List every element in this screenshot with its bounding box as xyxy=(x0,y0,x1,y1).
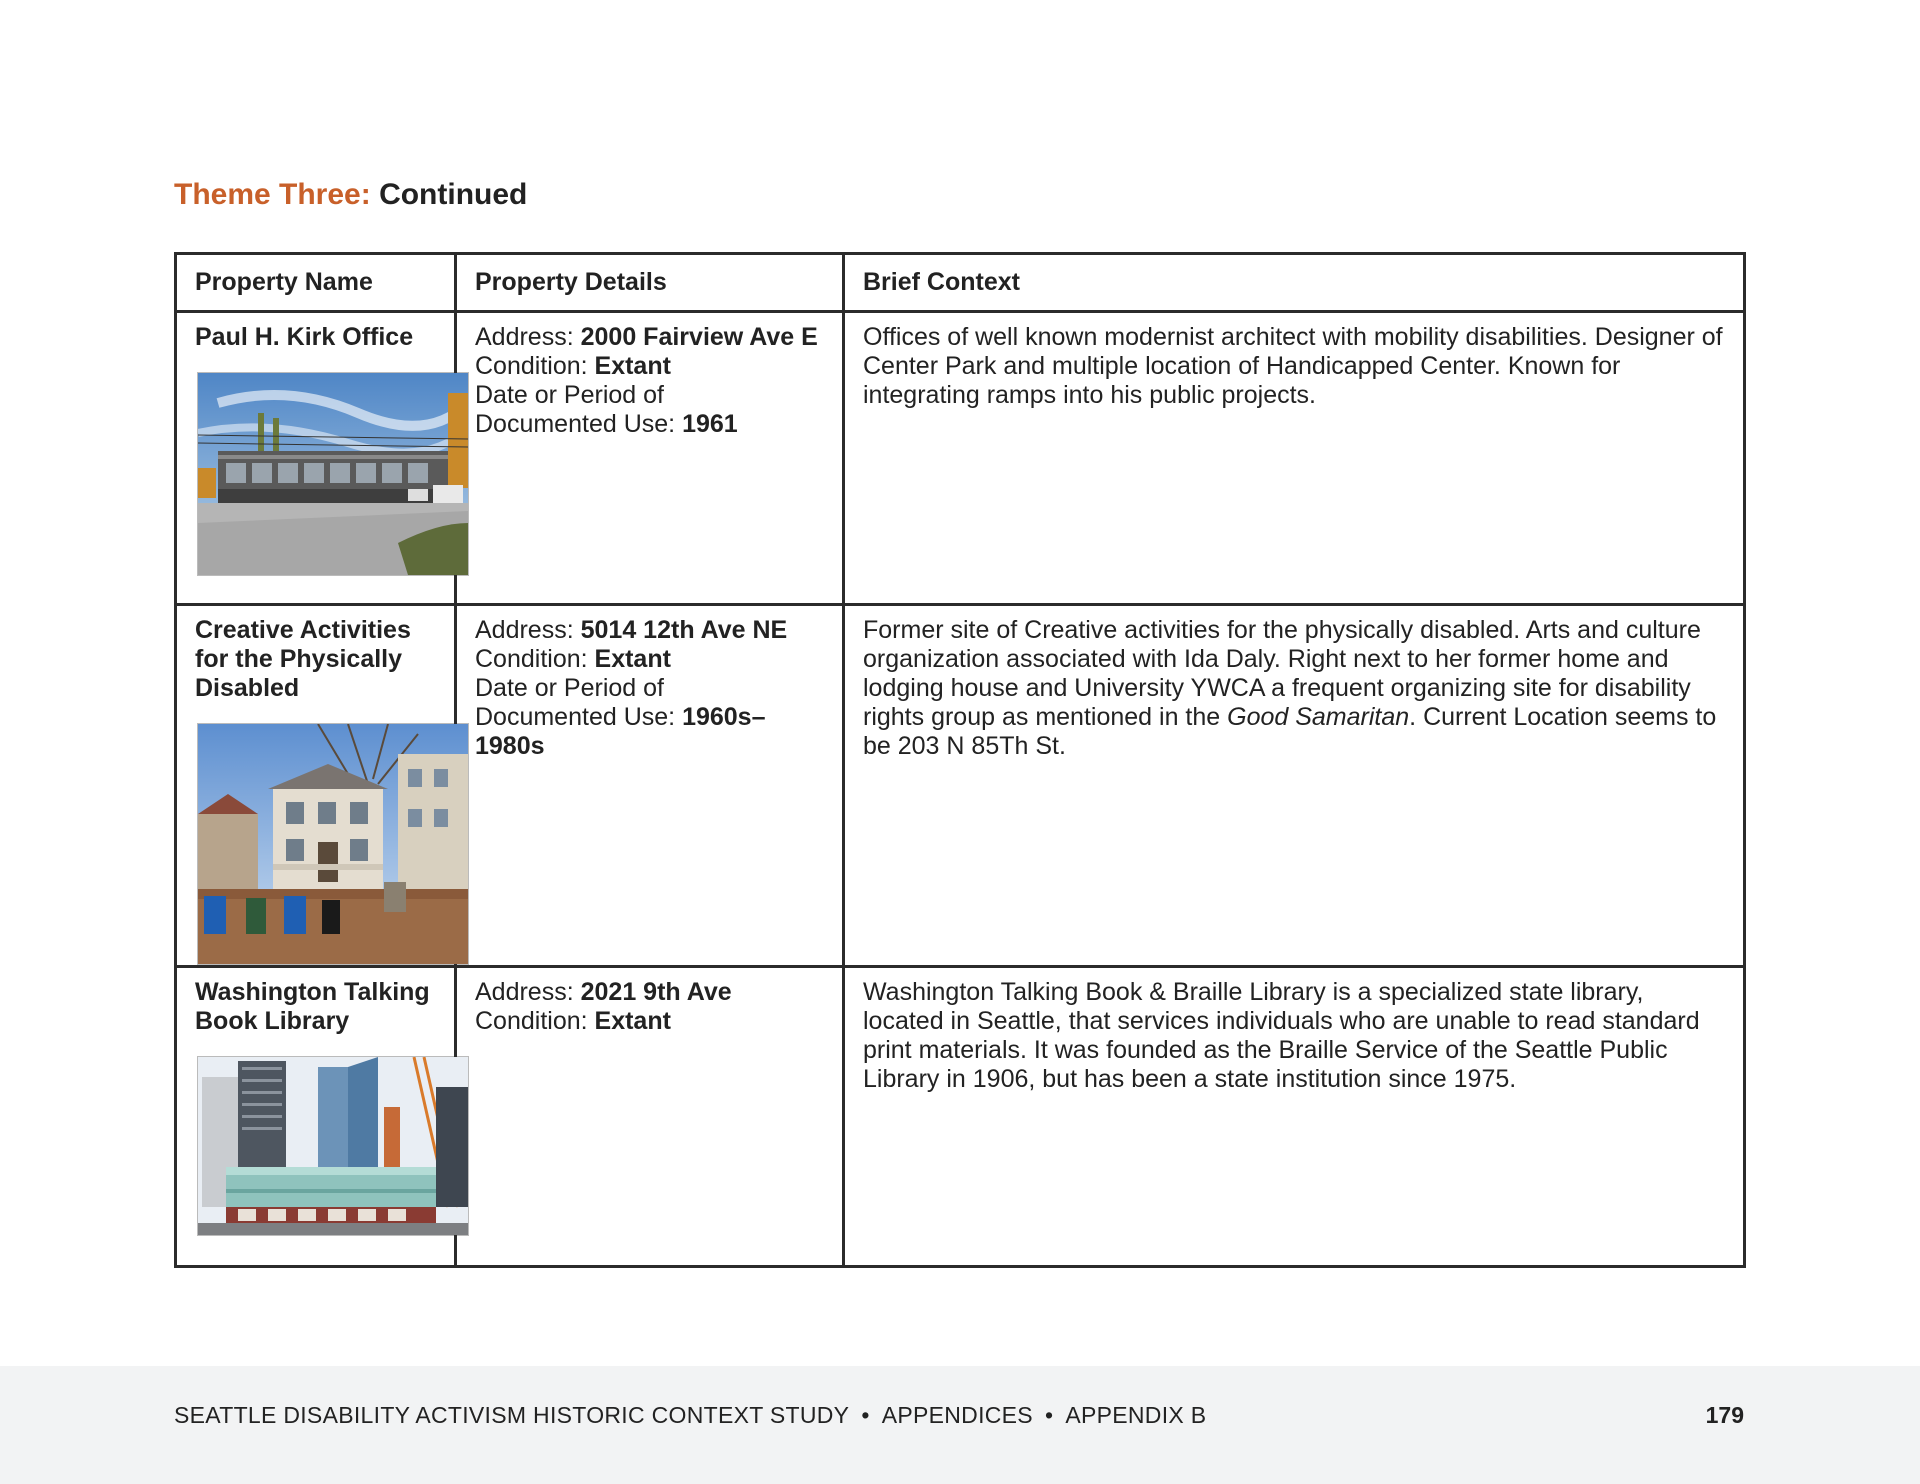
date-line xyxy=(475,703,824,761)
page-number: 179 xyxy=(1705,1402,1744,1428)
footer-separator: • xyxy=(1044,1402,1054,1428)
date-label-line: Date or Period of xyxy=(475,674,664,702)
page-heading xyxy=(174,178,527,212)
property-name-cell xyxy=(176,312,456,605)
table-row xyxy=(176,312,1745,605)
address-line xyxy=(475,323,824,352)
table-header-row xyxy=(176,254,1745,312)
property-name: Creative Activities for the Physically Disabled xyxy=(195,616,411,702)
condition-label: Condition: xyxy=(475,645,588,673)
brief-context-cell xyxy=(844,967,1745,1267)
footer-subsection: APPENDIX B xyxy=(1065,1402,1207,1428)
library-building-photo xyxy=(198,1057,468,1235)
property-name: Washington Talking Book Library xyxy=(195,978,430,1035)
footer-separator: • xyxy=(861,1402,870,1428)
header-brief-context: Brief Context xyxy=(844,254,1745,312)
condition-line xyxy=(475,352,824,381)
property-details-cell xyxy=(456,312,844,605)
address-line xyxy=(475,978,824,1007)
condition-value: Extant xyxy=(594,352,671,380)
address-value: 2021 9th Ave xyxy=(580,978,732,1006)
condition-line xyxy=(475,645,824,674)
date-label-line: Date or Period of xyxy=(475,381,664,409)
condition-label: Condition: xyxy=(475,352,588,380)
date-label: Documented Use: xyxy=(475,703,676,731)
property-photo xyxy=(197,723,469,965)
heading-rest: Continued xyxy=(379,178,528,211)
context-text-a: Former site of Creative activities for the physically disabled. Arts and culture organization associated with Ida Daly. Right next to her former home and lodging house and University YWCA a frequent organizing site for disability rights group as mentioned in the xyxy=(863,616,1701,731)
header-property-name: Property Name xyxy=(176,254,456,312)
address-line xyxy=(475,616,824,645)
header-property-details: Property Details xyxy=(456,254,844,312)
footer-title: SEATTLE DISABILITY ACTIVISM HISTORIC CONTEXT STUDY xyxy=(174,1402,850,1428)
property-name-cell xyxy=(176,967,456,1267)
property-photo xyxy=(197,1056,469,1236)
address-label: Address: xyxy=(475,323,574,351)
context-italic-title: Good Samaritan xyxy=(1227,703,1410,731)
condition-value: Extant xyxy=(594,645,671,673)
date-label: Documented Use: xyxy=(475,410,676,438)
table-row xyxy=(176,967,1745,1267)
context-text: Offices of well known modernist architect with mobility disabilities. Designer of Center Park and multiple location of Handicapped Center. Known for integrating ramps into his public projects. xyxy=(863,323,1723,409)
office-building-photo xyxy=(198,373,468,575)
heading-accent: Theme Three: xyxy=(174,178,371,211)
brief-context-cell xyxy=(844,312,1745,605)
footer-running-title xyxy=(174,1402,1206,1429)
table-row xyxy=(176,605,1745,967)
property-name-cell xyxy=(176,605,456,967)
address-label: Address: xyxy=(475,978,574,1006)
context-text xyxy=(863,616,1725,761)
address-label: Address: xyxy=(475,616,574,644)
brief-context-cell xyxy=(844,605,1745,967)
house-photo xyxy=(198,724,468,964)
date-line xyxy=(475,410,824,439)
property-table xyxy=(174,252,1746,1268)
property-details-cell xyxy=(456,605,844,967)
date-value: 1960s–1980s xyxy=(475,703,766,760)
context-text: Washington Talking Book & Braille Library is a specialized state library, located in Seattle, that services individuals who are unable to read standard print materials. It was founded as the Braille Service of the Seattle Public Library in 1906, but has been a state institution since 1975. xyxy=(863,978,1700,1093)
context-text-b: . Current Location seems to be 203 N 85Th St. xyxy=(863,703,1717,760)
property-details-cell xyxy=(456,967,844,1267)
property-photo xyxy=(197,372,469,576)
condition-line xyxy=(475,1007,824,1036)
address-value: 5014 12th Ave NE xyxy=(580,616,788,644)
address-value: 2000 Fairview Ave E xyxy=(580,323,818,351)
footer-section: APPENDICES xyxy=(881,1402,1033,1428)
condition-value: Extant xyxy=(594,1007,671,1035)
property-name: Paul H. Kirk Office xyxy=(195,323,414,351)
date-value: 1961 xyxy=(682,410,738,438)
condition-label: Condition: xyxy=(475,1007,588,1035)
page-footer xyxy=(0,1366,1920,1484)
